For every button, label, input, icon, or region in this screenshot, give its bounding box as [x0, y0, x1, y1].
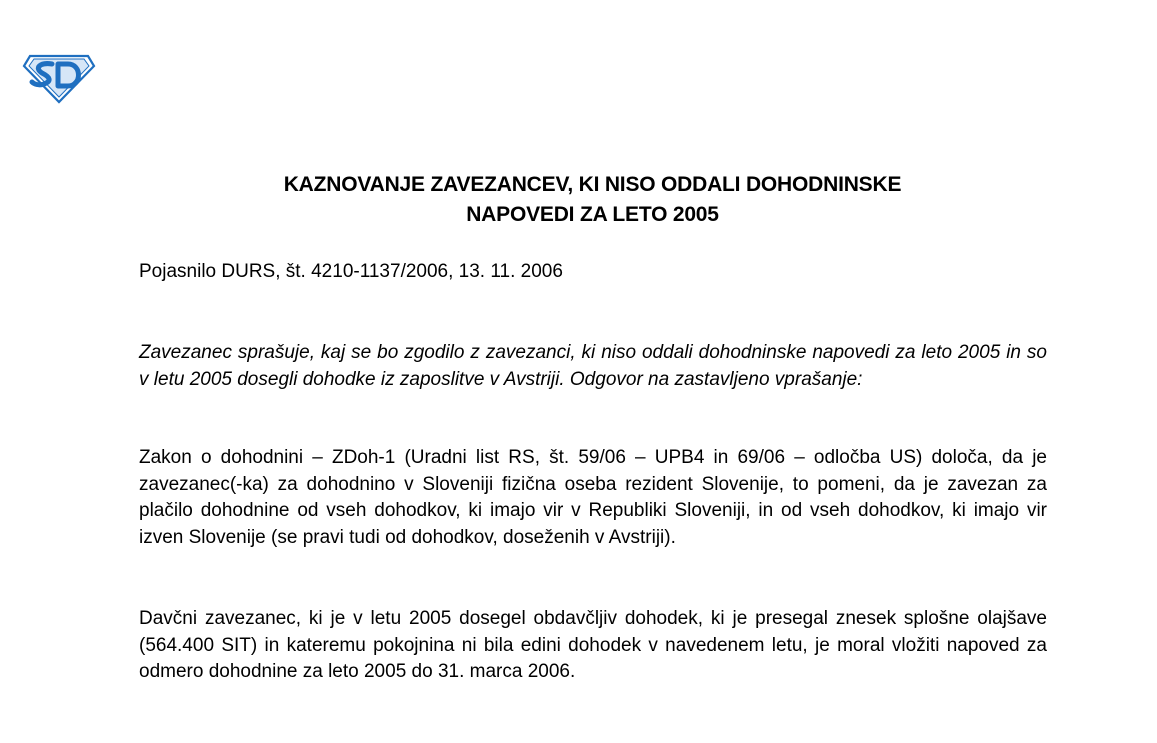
sd-diamond-logo-icon — [22, 50, 96, 104]
question-paragraph: Zavezanec sprašuje, kaj se bo zgodilo z zavezanci, ki niso oddali dohodninske napovedi za leto 2005 in so v letu 2005 dosegli dohodke iz zaposlitve v Avstriji. Odgovor na zastavljeno vprašanje: — [139, 342, 1047, 390]
document-title-line-1: KAZNOVANJE ZAVEZANCEV, KI NISO ODDALI DOHODNINSKE — [283, 173, 902, 196]
body-paragraph-1: Zakon o dohodnini – ZDoh-1 (Uradni list RS, št. 59/06 – UPB4 in 69/06 – odločba US) določa, da je zavezanec(-ka) za dohodnino v Sloveniji fizična oseba rezident Slovenije, to pomeni, da je zavezan za plačilo dohodnine od vseh dohodkov, ki imajo vir v Republiki Sloveniji, in od vseh dohodkov, ki imajo vir izven Slovenije (se pravi tudi od dohodkov, doseženih v Avstriji). — [139, 447, 1047, 548]
document-title-line-2: NAPOVEDI ZA LETO 2005 — [466, 203, 719, 226]
document-subtitle: Pojasnilo DURS, št. 4210-1137/2006, 13. 11. 2006 — [139, 261, 563, 282]
body-paragraph-2: Davčni zavezanec, ki je v letu 2005 dosegel obdavčljiv dohodek, ki je presegal znesek splošne olajšave (564.400 SIT) in kateremu pokojnina ni bila edini dohodek v navedenem letu, je moral vložiti napoved za odmero dohodnine za leto 2005 do 31. marca 2006. — [139, 608, 1047, 682]
